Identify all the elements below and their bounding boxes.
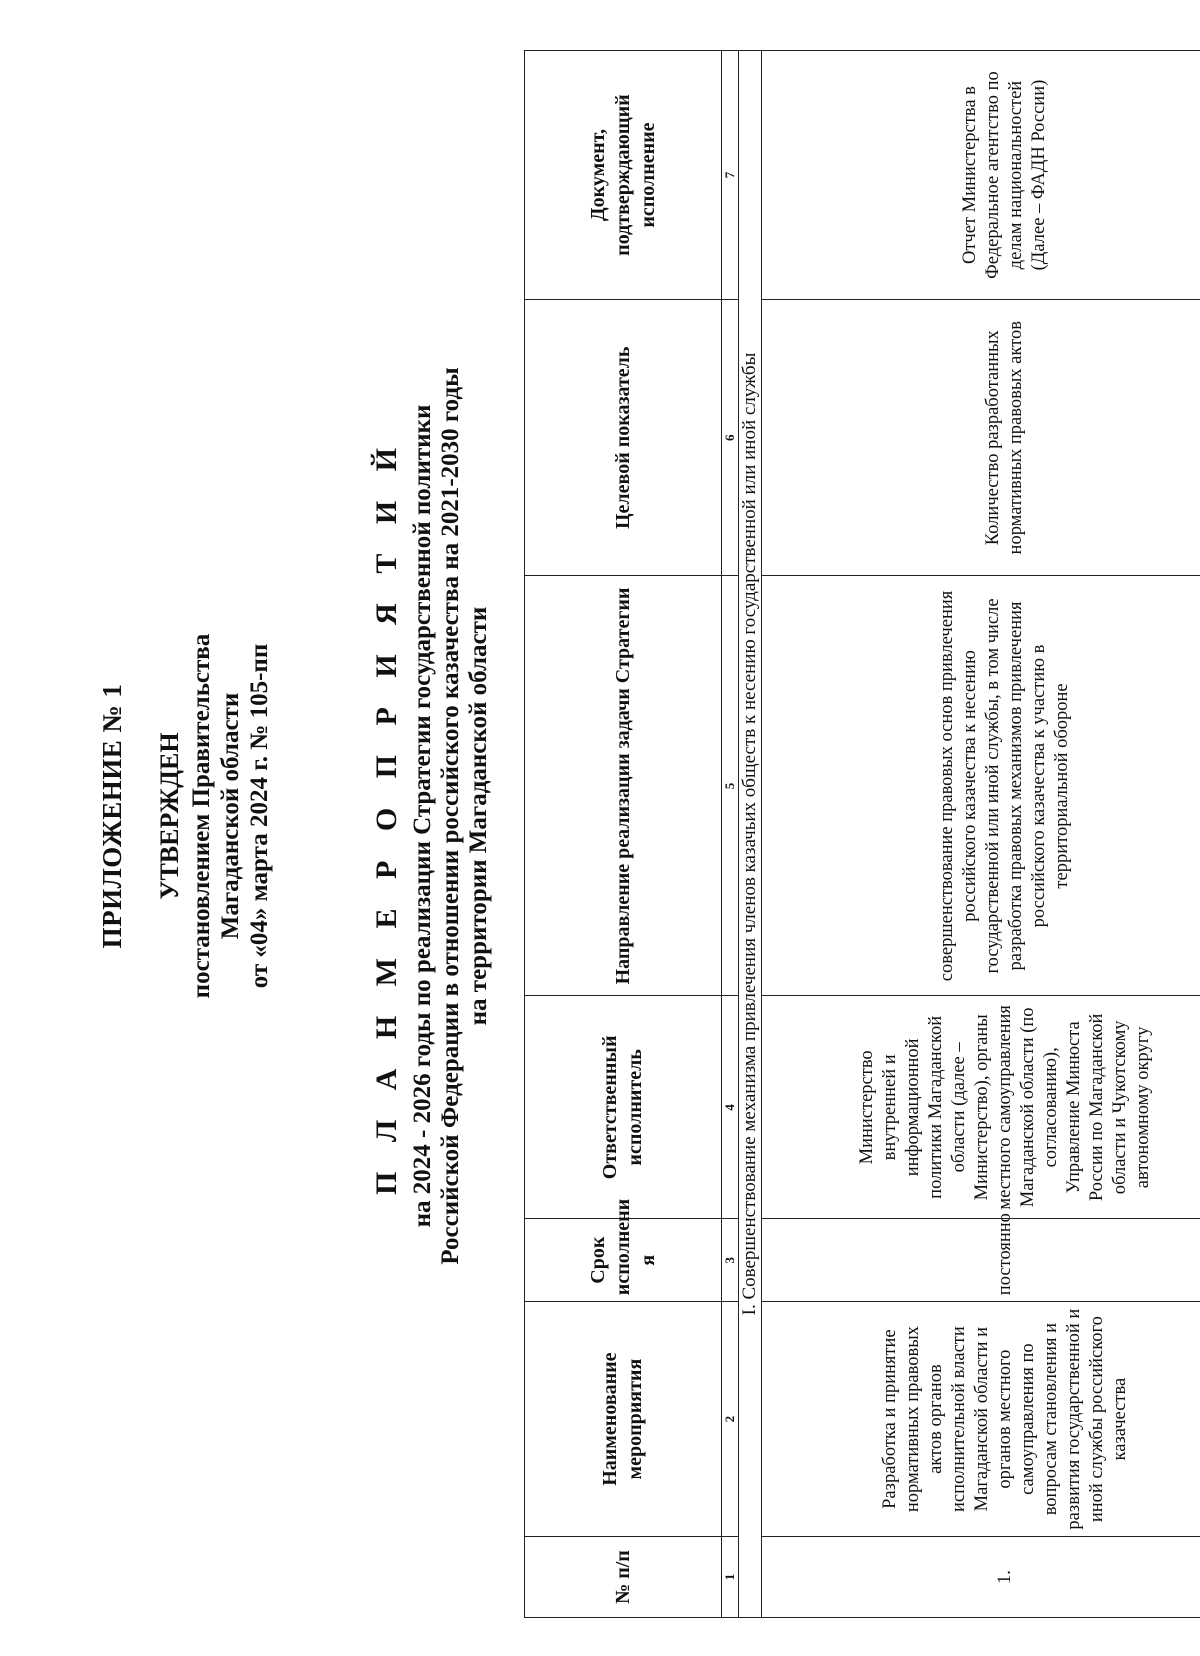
section-row [739,51,762,1618]
region-line: Магаданской области [217,692,244,940]
plan-heading [365,126,493,1506]
row-document: Отчет Министерства в Федеральное агентство по делам национальностей (Далее – ФАДН России) [762,51,1200,300]
header-indicator: Целевой показатель [525,300,722,576]
column-number-row [722,51,739,1618]
annex-label: ПРИЛОЖЕНИЕ № 1 [97,683,127,949]
column-number: 6 [722,300,739,576]
header-document: Документ, подтверждающий исполнение [525,51,722,300]
table-row [762,51,1200,1618]
decree-line: постановлением Правительства [188,633,215,999]
column-number: 1 [722,1537,739,1618]
section-title: I. Совершенствование механизма привлечения членов казачьих обществ к несению государственной или иной службы [739,51,762,1618]
column-number: 5 [722,576,739,996]
plan-table [524,50,1200,1618]
row-indicator: Количество разработанных нормативных правовых актов [762,300,1200,576]
column-number: 3 [722,1219,739,1302]
column-number: 4 [722,996,739,1219]
header-row [525,51,722,1618]
column-number: 7 [722,51,739,300]
plan-line-3: на территории Магаданской области [465,606,492,1026]
plan-title: П Л А Н М Е Р О П Р И Я Т И Й [370,437,403,1196]
header-name: Наименование мероприятия [525,1302,722,1537]
plan-line-2: Российской Федерации в отношении российского казачества на 2021-2030 годы [437,367,464,1265]
date-line: от «04» марта 2024 г. № 105-пп [246,643,273,989]
row-executor: Министерство внутренней и информационной политики Магаданской области (далее – Министерство), органы местного самоуправления Магаданской области (по согласованию), Управление Минюста России по Магаданской области и Чукотскому автономному округу [762,996,1200,1219]
plan-line-1: на 2024 - 2026 годы по реализации Стратегии государственной политики [409,404,436,1228]
row-name: Разработка и принятие нормативных правовых актов органов исполнительной власти Магаданской области и органов местного самоуправления по вопросам становления и развития государственной и иной службы российского казачества [762,1302,1200,1537]
header-term: Срок исполнени я [525,1219,722,1302]
header-executor: Ответственный исполнитель [525,996,722,1219]
column-number: 2 [722,1302,739,1537]
row-direction: совершенствование правовых основ привлечения российского казачества к несению государственной или иной службы, в том числе разработка правовых механизмов привлечения российского казачества к участию в территориальной обороне [762,576,1200,996]
header-number: № п/п [525,1537,722,1618]
row-number: 1. [762,1537,1200,1618]
header-direction: Направление реализации задачи Стратегии [525,576,722,996]
approved-label: УТВЕРЖДЕН [155,732,184,900]
approval-block [95,316,274,1316]
row-term: постоянно [762,1219,1200,1302]
